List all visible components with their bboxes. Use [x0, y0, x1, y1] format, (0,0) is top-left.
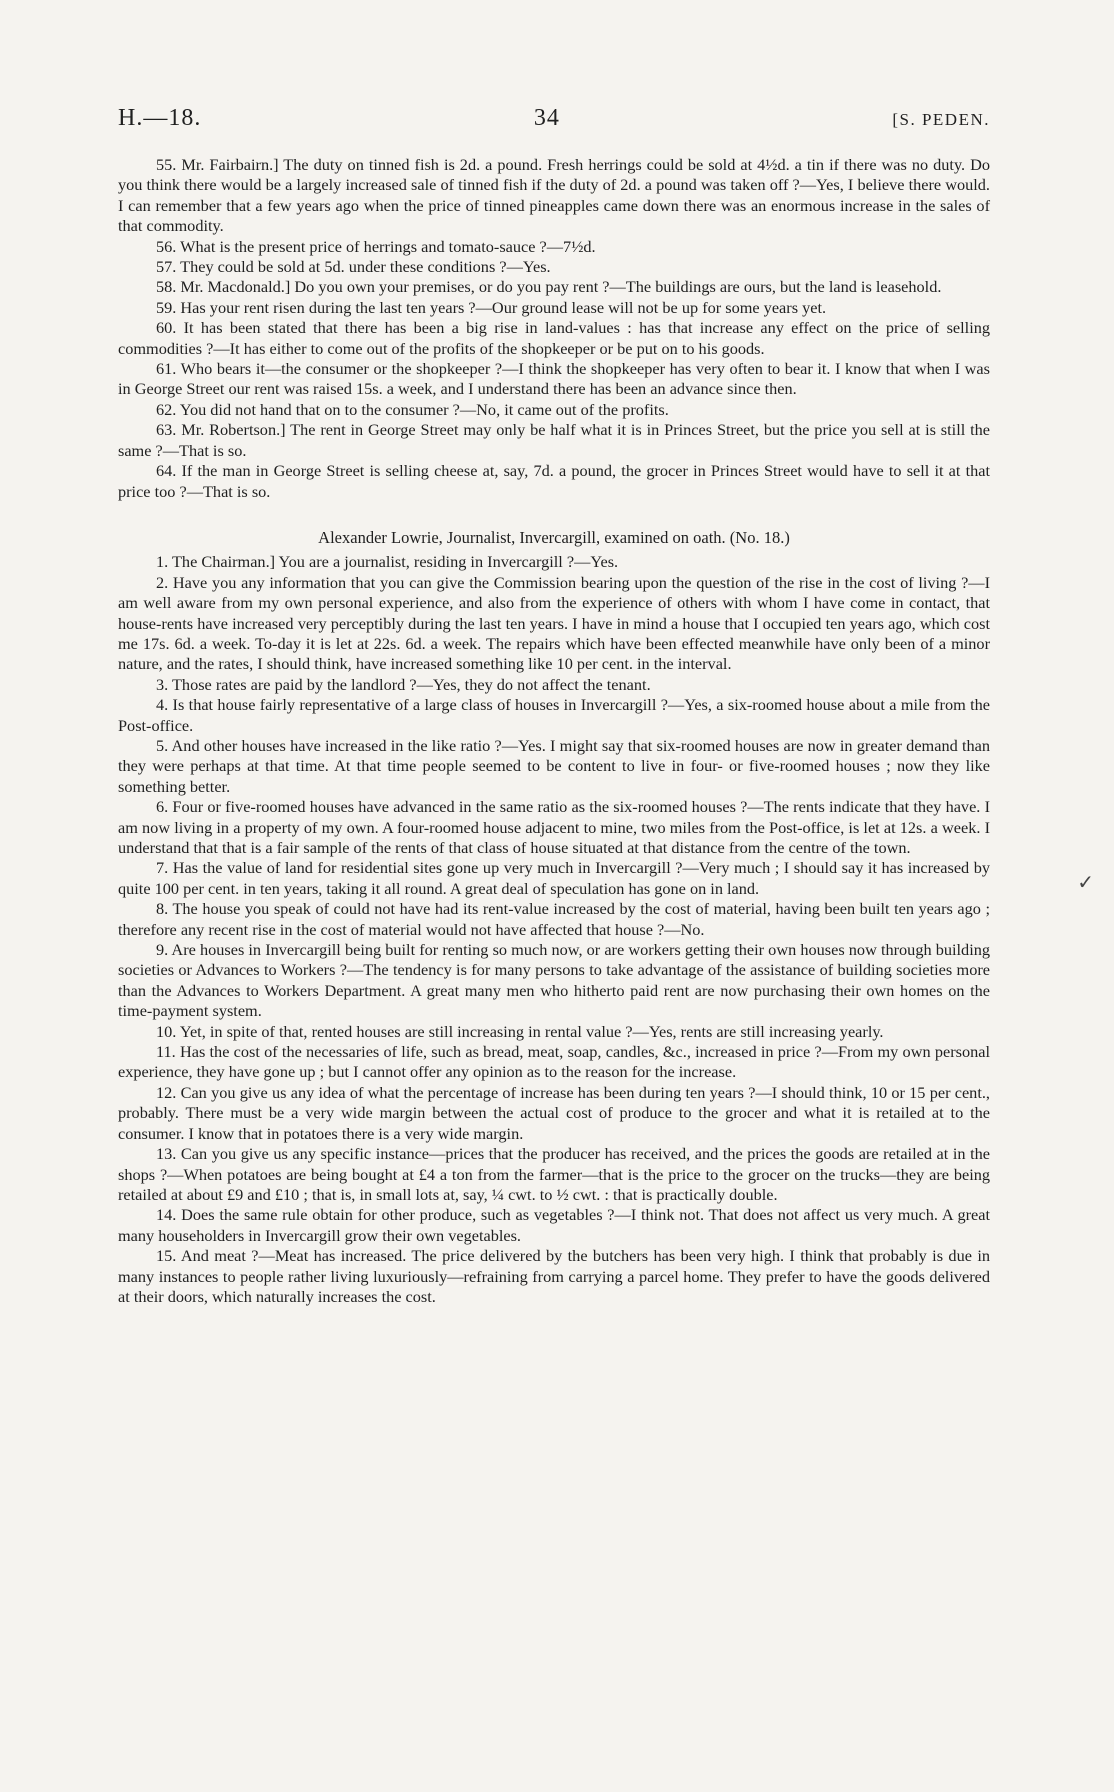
- paragraph: 14. Does the same rule obtain for other produce, such as vegetables ?—I think not. That does not affect us very much. A great many householders in Invercargill grow their own vegetables.: [118, 1205, 990, 1245]
- paragraph: 61. Who bears it—the consumer or the shopkeeper ?—I think the shopkeeper has very often to bear it. I know that when I was in George Street our rent was raised 15s. a week, and I understand there has been an advance since then.: [118, 359, 990, 399]
- page-header: [118, 105, 990, 141]
- paragraph: 13. Can you give us any specific instance—prices that the producer has received, and the prices the goods are retailed at in the shops ?—When potatoes are being bought at £4 a ton from the farmer—that is the price to the grocer on the trucks—they are being retailed at about £9 and £10 ; that is, in small lots at, say, ¼ cwt. to ½ cwt. : that is practically double.: [118, 1144, 990, 1204]
- paragraph: 2. Have you any information that you can give the Commission bearing upon the question of the rise in the cost of living ?—I am well aware from my own personal experience, and also from the experience of others with whom I have come in contact, that house-rents have increased very perceptibly during the last ten years. I have in mind a house that I occupied ten years ago, which cost me 17s. 6d. a week. To-day it is let at 22s. 6d. a week. The repairs which have been effected meanwhile have only been of a minor nature, and the rates, I should think, have increased something like 10 per cent. in the interval.: [118, 572, 990, 674]
- paragraph: 11. Has the cost of the necessaries of life, such as bread, meat, soap, candles, &c., increased in price ?—From my own personal experience, they have gone up ; but I cannot offer any opinion as to the reason for the increase.: [118, 1042, 990, 1082]
- document-code: H.—18.: [118, 105, 202, 131]
- paragraph: 3. Those rates are paid by the landlord ?—Yes, they do not affect the tenant.: [156, 674, 651, 694]
- paragraph: 60. It has been stated that there has been a big rise in land-values : has that increase any effect on the price of selling commodities ?—It has either to come out of the profits of the shopkeeper or be put on to his goods.: [118, 318, 990, 358]
- paragraph: 12. Can you give us any idea of what the percentage of increase has been during ten years ?—I should think, 10 or 15 per cent., probably. There must be a very wide margin between the actual cost of produce to the grocer and what it is retailed at to the consumer. I know that in potatoes there is a very wide margin.: [118, 1082, 990, 1143]
- paragraph: 56. What is the present price of herrings and tomato-sauce ?—7½d.: [156, 236, 596, 256]
- paragraph: 10. Yet, in spite of that, rented houses are still increasing in rental value ?—Yes, rents are still increasing yearly.: [156, 1021, 884, 1041]
- evidence-section-peden: [118, 155, 990, 502]
- paragraph: 7. Has the value of land for residential sites gone up very much in Invercargill ?—Very much ; I should say it has increased by quite 100 per cent. in ten years, taking it all round. A great deal of speculation has gone on in land.: [118, 858, 990, 898]
- paragraph: 64. If the man in George Street is selling cheese at, say, 7d. a pound, the grocer in Princes Street would have to sell it at that price too ?—That is so.: [118, 461, 990, 501]
- paragraph: 57. They could be sold at 5d. under these conditions ?—Yes.: [156, 257, 551, 277]
- paragraph: 62. You did not hand that on to the consumer ?—No, it came out of the profits.: [156, 399, 669, 419]
- paragraph: 55. Mr. Fairbairn.] The duty on tinned fish is 2d. a pound. Fresh herrings could be sold at 4½d. a tin if there was no duty. Do you think there would be a largely increased sale of tinned fish if the duty of 2d. a pound was taken off ?—Yes, I believe there would. I can remember that a few years ago when the price of tinned pineapples came down there was an enormous increase in the sales of that commodity.: [118, 155, 990, 236]
- margin-check-mark: ✓: [1077, 872, 1094, 894]
- paragraph: 9. Are houses in Invercargill being built for renting so much now, or are workers getting their own houses now through building societies or Advances to Workers ?—The tendency is for many persons to take advantage of the assistance of building societies more than the Advances to Workers Department. A great many men who hitherto paid rent are now purchasing their own homes on the time-payment system.: [118, 940, 990, 1021]
- witness-heading: Alexander Lowrie, Journalist, Invercargill, examined on oath. (No. 18.): [318, 527, 790, 547]
- document-body: [118, 155, 990, 1307]
- page-number: 34: [533, 105, 560, 131]
- paragraph: 15. And meat ?—Meat has increased. The price delivered by the butchers has been very high. I think that probably is due in many instances to people rather living luxuriously—refraining from carrying a parcel home. They prefer to have the goods delivered at their doors, which naturally increases the cost.: [118, 1246, 990, 1306]
- paragraph: 58. Mr. Macdonald.] Do you own your premises, or do you pay rent ?—The buildings are ours, but the land is leasehold.: [156, 277, 942, 297]
- paragraph: 1. The Chairman.] You are a journalist, residing in Invercargill ?—Yes.: [156, 552, 619, 572]
- paragraph: 4. Is that house fairly representative of a large class of houses in Invercargill ?—Yes, a six-roomed house about a mile from the Post-office.: [118, 695, 990, 735]
- paragraph: 5. And other houses have increased in the like ratio ?—Yes. I might say that six-roomed houses are now in greater demand than they were perhaps at that time. At that time people seemed to be content to live in four- or five-roomed houses ; now they like something better.: [118, 735, 990, 796]
- evidence-section-lowrie: [118, 552, 990, 1307]
- paragraph: 59. Has your rent risen during the last ten years ?—Our ground lease will not be up for some years yet.: [156, 297, 827, 317]
- paragraph: 63. Mr. Robertson.] The rent in George Street may only be half what it is in Princes Street, but the price you sell at is still the same ?—That is so.: [118, 420, 990, 460]
- paragraph: 6. Four or five-roomed houses have advanced in the same ratio as the six-roomed houses ?—The rents indicate that they have. I am now living in a property of my own. A four-roomed house adjacent to mine, two miles from the Post-office, is let at 12s. a week. I understand that that is a fair sample of the rents of that class of house situated at that distance from the centre of the town.: [118, 797, 990, 857]
- witness-running-head: [S. PEDEN.: [892, 110, 990, 129]
- paragraph: 8. The house you speak of could not have had its rent-value increased by the cost of material, having been built ten years ago ; therefore any recent rise in the cost of material would not have affected that house ?—No.: [118, 899, 990, 939]
